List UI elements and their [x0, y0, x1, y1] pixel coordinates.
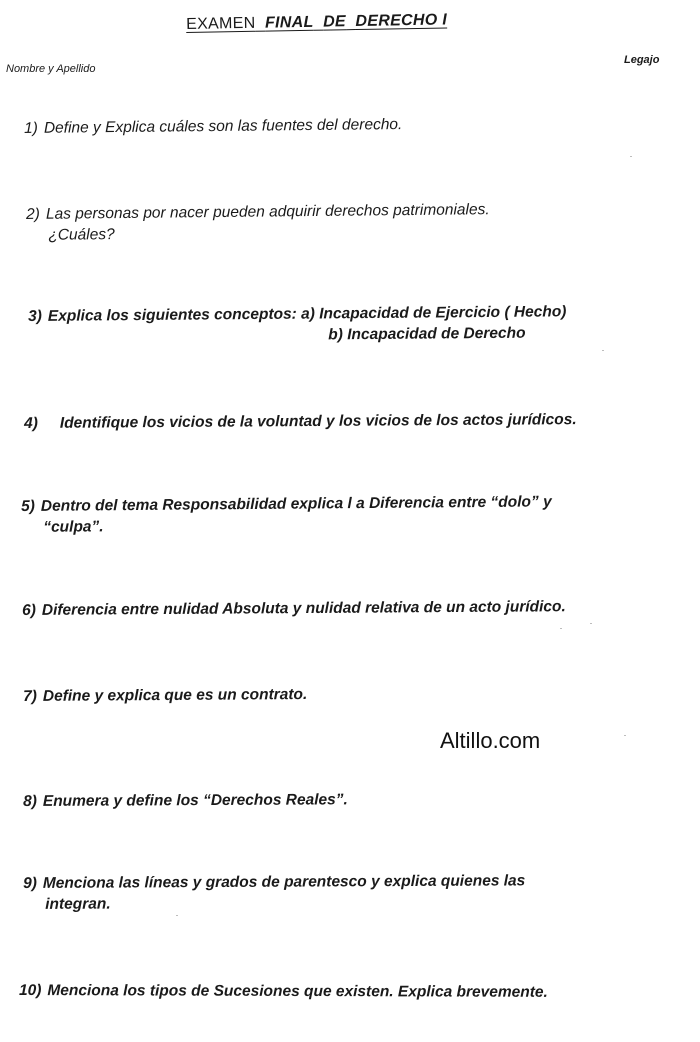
scan-speck [602, 350, 604, 351]
question-text: Menciona los tipos de Sucesiones que existen. Explica brevemente. [47, 982, 548, 1001]
question-1 [24, 114, 402, 139]
scan-speck [624, 735, 626, 736]
title-word-derecho: DERECHO I [355, 11, 448, 31]
question-8 [23, 789, 348, 812]
scan-speck [590, 623, 592, 624]
scan-speck [630, 156, 632, 157]
question-text: Identifique los vicios de la voluntad y los vicios de los actos jurídicos. [59, 411, 577, 432]
scan-speck [176, 915, 178, 916]
question-2 [26, 199, 490, 246]
question-6 [22, 596, 566, 621]
question-continuation: ¿Cuáles? [48, 226, 115, 244]
question-text: Define y explica que es un contrato. [42, 686, 308, 705]
question-text: Menciona las líneas y grados de parentesco y explica quienes las [42, 872, 526, 892]
question-4 [24, 409, 577, 434]
scan-speck [560, 628, 562, 629]
question-number: 5) [21, 497, 35, 515]
question-continuation: b) Incapacidad de Derecho [328, 324, 526, 344]
question-10 [19, 980, 548, 1003]
question-continuation: integran. [45, 895, 111, 913]
question-5 [21, 491, 552, 538]
question-number: 10) [18, 982, 42, 1000]
question-text: Diferencia entre nulidad Absoluta y nulidad relativa de un acto jurídico. [41, 598, 566, 619]
question-number: 8) [23, 792, 37, 810]
question-9 [23, 870, 525, 915]
question-text: Dentro del tema Responsabilidad explica l a Diferencia entre “dolo” y [40, 493, 552, 515]
question-continuation: “culpa”. [43, 518, 104, 536]
question-number: 1) [24, 119, 38, 137]
question-7 [23, 684, 307, 707]
title-word-final: FINAL [264, 13, 314, 32]
watermark-text: Altillo.com [440, 728, 541, 753]
question-3 [28, 301, 567, 348]
question-number: 3) [28, 307, 42, 325]
legajo-label: Legajo [624, 54, 660, 66]
question-number: 2) [26, 205, 40, 223]
question-number: 4) [24, 414, 38, 432]
name-label: Nombre y Apellido [6, 63, 96, 75]
question-number: 7) [23, 687, 37, 705]
exam-title [186, 11, 447, 34]
question-text: Explica los siguientes conceptos: a) Incapacidad de Ejercicio ( Hecho) [47, 303, 567, 325]
question-text: Define y Explica cuáles son las fuentes del derecho. [43, 116, 403, 137]
title-word-examen: EXAMEN [186, 14, 256, 33]
question-text: Las personas por nacer pueden adquirir derechos patrimoniales. [45, 201, 490, 223]
question-number: 9) [23, 874, 37, 892]
title-word-de: DE [322, 13, 347, 31]
question-number: 6) [22, 601, 36, 619]
question-text: Enumera y define los “Derechos Reales”. [42, 791, 348, 810]
